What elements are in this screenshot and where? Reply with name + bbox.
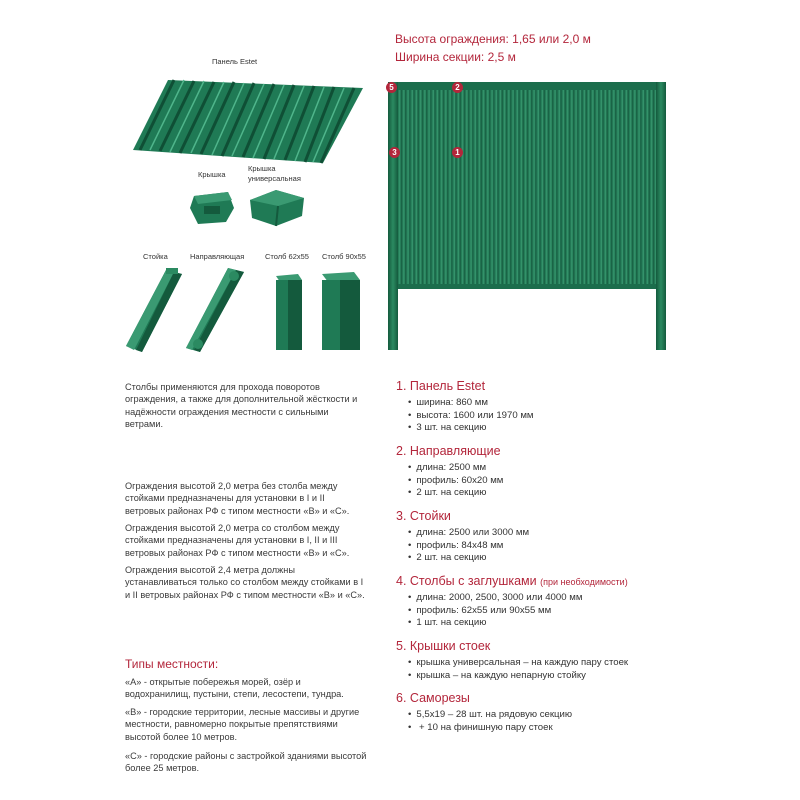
fence-2-4m-paragraph: Ограждения высотой 2,4 метра должны устанавливаться только со столбом между стойками в I и II ветровых районах РФ с типом местности «В» и «С». [125,565,365,600]
rail-label: Направляющая [190,252,245,261]
component-6-spec: • 5,5х19 – 28 шт. на рядовую секцию [408,709,572,722]
component-5-spec: • крышка – на каждую непарную стойку [408,670,628,683]
marker-3: 3 [389,147,400,158]
component-6-title: 6. Саморезы [396,691,470,705]
component-4-specs [408,592,582,630]
component-2-title: 2. Направляющие [396,444,501,458]
marker-5: 5 [386,82,397,93]
component-1-specs [408,397,534,435]
fence-section-image [384,78,674,354]
component-2-spec: • длина: 2500 мм [408,462,503,475]
component-5-title: 5. Крышки стоек [396,639,491,653]
section-width-spec: Ширина секции: 2,5 м [395,50,516,64]
component-4-note: (при необходимости) [540,577,628,587]
panel-label: Панель Estet [212,57,258,66]
component-2-spec: • профиль: 60х20 мм [408,475,503,488]
fence-2m-no-pillar-paragraph: Ограждения высотой 2,0 метра без столба между стойками предназначены для установки в I и II ветровых районах РФ с типом местности «В» и «С». [125,481,350,516]
component-3-spec: • профиль: 84х48 мм [408,540,529,553]
component-5-specs [408,657,628,682]
component-4-spec: • 1 шт. на секцию [408,617,582,630]
component-1-spec: • ширина: 860 мм [408,397,534,410]
pillar-90-image [316,268,366,352]
component-6-specs [408,709,572,734]
cap-label: Крышка [198,170,226,179]
marker-1: 1 [452,147,463,158]
cap-universal-label-1: Крышка [248,164,276,173]
pillar-62-image [268,270,308,352]
terrain-c: «С» - городские районы с застройкой зданиями высотой более 25 метров. [125,751,367,774]
panel-image [128,68,368,168]
component-6-spec-continued [408,722,572,735]
component-6-spec-extra: + 10 на финишную пару стоек [419,721,553,733]
cap-image [188,188,238,228]
fence-2m-pillar-paragraph: Ограждения высотой 2,0 метра со столбом между стойками предназначены для установки в I, II и III ветровых районах РФ с типом местности «В» и «С». [125,523,350,558]
component-3-specs [408,527,529,565]
component-2-specs [408,462,503,500]
cap-universal-image [246,186,308,228]
rail-image [178,264,250,356]
component-5-spec: • крышка универсальная – на каждую пару стоек [408,657,628,670]
pillar-62-label: Столб 62х55 [265,252,309,261]
marker-2: 2 [452,82,463,93]
terrain-types-title: Типы местности: [125,657,219,671]
component-1-title: 1. Панель Estet [396,379,486,393]
component-3-spec: • длина: 2500 или 3000 мм [408,527,529,540]
component-4-title [396,574,628,588]
fence-height-spec: Высота ограждения: 1,65 или 2,0 м [395,32,591,46]
post-label: Стойка [143,252,168,261]
component-3-title: 3. Стойки [396,509,451,523]
pillars-usage-paragraph: Столбы применяются для прохода поворотов ограждения, а также для дополнительной жёсткости и надёжности ограждения местности с сильными ветрами. [125,382,358,430]
component-2-spec: • 2 шт. на секцию [408,487,503,500]
component-3-spec: • 2 шт. на секцию [408,552,529,565]
cap-universal-label-2: универсальная [248,174,301,183]
component-1-spec: • высота: 1600 или 1970 мм [408,410,534,423]
terrain-a: «А» - открытые побережья морей, озёр и водохранилищ, пустыни, степи, лесостепи, тундра. [125,677,344,700]
component-4-spec: • профиль: 62х55 или 90х55 мм [408,605,582,618]
component-4-title-text: 4. Столбы с заглушками [396,574,537,588]
component-4-spec: • длина: 2000, 2500, 3000 или 4000 мм [408,592,582,605]
component-1-spec: • 3 шт. на секцию [408,422,534,435]
pillar-90-label: Столб 90х55 [322,252,366,261]
terrain-b: «В» - городские территории, лесные массивы и другие местности, равномерно покрытые препятствиями высотой более 10 метров. [125,707,360,742]
